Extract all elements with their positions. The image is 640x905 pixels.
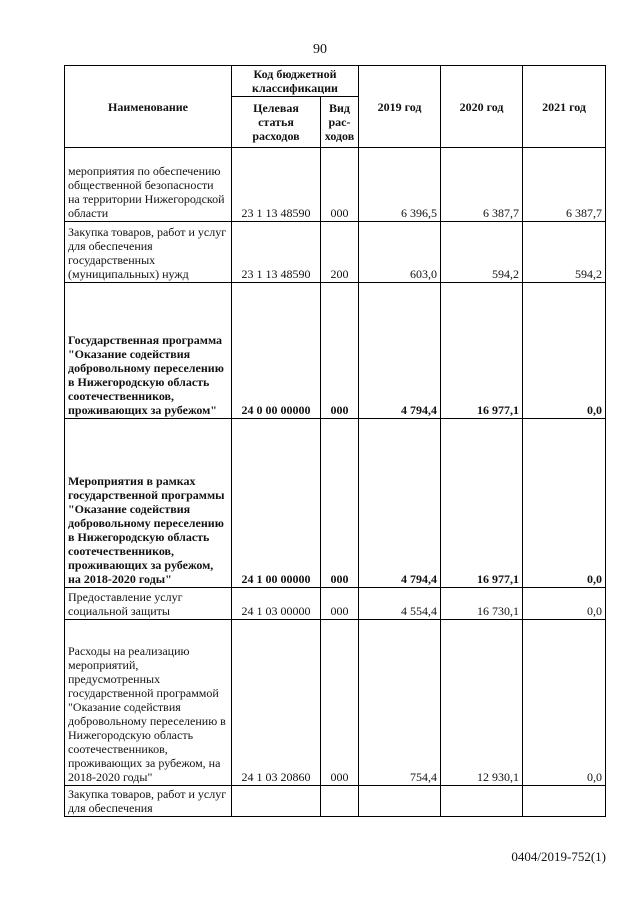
table-row xyxy=(65,283,606,419)
table-row xyxy=(65,620,606,786)
row-code: 23 1 13 48590 xyxy=(232,148,321,222)
row-2020: 16 977,1 xyxy=(441,283,523,419)
page-number: 90 xyxy=(313,42,327,57)
row-2020: 594,2 xyxy=(441,222,523,283)
row-2021: 0,0 xyxy=(523,419,606,588)
header-name: Наименование xyxy=(65,66,232,148)
row-name: Закупка товаров, работ и услуг для обеспечения xyxy=(65,786,232,817)
row-2019: 6 396,5 xyxy=(359,148,441,222)
header-2019: 2019 год xyxy=(359,66,441,148)
table-row xyxy=(65,588,606,620)
row-kind: 200 xyxy=(321,222,359,283)
header-code-group: Код бюджетной классификации xyxy=(232,66,359,97)
row-2020 xyxy=(441,786,523,817)
row-name: Мероприятия в рамках государственной программы "Оказание содействия добровольному переселению в Нижегородскую область соотечественников, проживающих за рубежом, на 2018-2020 годы" xyxy=(65,419,232,588)
row-code: 23 1 13 48590 xyxy=(232,222,321,283)
row-code xyxy=(232,786,321,817)
table-row xyxy=(65,419,606,588)
row-2019: 4 794,4 xyxy=(359,283,441,419)
header-2021: 2021 год xyxy=(523,66,606,148)
row-2020: 12 930,1 xyxy=(441,620,523,786)
row-name: мероприятия по обеспечению общественной безопасности на территории Нижегородской области xyxy=(65,148,232,222)
header-target: Целевая статья расходов xyxy=(232,97,321,148)
row-2019: 4 554,4 xyxy=(359,588,441,620)
row-name: Государственная программа "Оказание содействия добровольному переселению в Нижегородскую область соотечественников, проживающих за рубежом" xyxy=(65,283,232,419)
budget-table xyxy=(64,65,606,817)
row-2019: 4 794,4 xyxy=(359,419,441,588)
row-2021: 0,0 xyxy=(523,588,606,620)
row-2020: 6 387,7 xyxy=(441,148,523,222)
table-row xyxy=(65,786,606,817)
table-row xyxy=(65,222,606,283)
row-2019 xyxy=(359,786,441,817)
header-2020: 2020 год xyxy=(441,66,523,148)
row-2021: 0,0 xyxy=(523,620,606,786)
row-2021: 6 387,7 xyxy=(523,148,606,222)
row-code: 24 1 03 00000 xyxy=(232,588,321,620)
table-row xyxy=(65,148,606,222)
row-name: Расходы на реализацию мероприятий, предусмотренных государственной программой "Оказание содействия добровольному переселению в Нижегородскую область соотечественников, проживающих за рубежом, на 2018-2020 годы" xyxy=(65,620,232,786)
row-name: Закупка товаров, работ и услуг для обеспечения государственных (муниципальных) нужд xyxy=(65,222,232,283)
row-name: Предоставление услуг социальной защиты xyxy=(65,588,232,620)
row-2019: 603,0 xyxy=(359,222,441,283)
document-code: 0404/2019-752(1) xyxy=(511,849,606,864)
row-kind: 000 xyxy=(321,620,359,786)
header-kind: Вид рас- ходов xyxy=(321,97,359,148)
row-code: 24 1 03 20860 xyxy=(232,620,321,786)
row-kind: 000 xyxy=(321,148,359,222)
row-2021 xyxy=(523,786,606,817)
row-kind xyxy=(321,786,359,817)
row-2021: 594,2 xyxy=(523,222,606,283)
row-kind: 000 xyxy=(321,283,359,419)
row-2020: 16 977,1 xyxy=(441,419,523,588)
row-code: 24 0 00 00000 xyxy=(232,283,321,419)
row-kind: 000 xyxy=(321,588,359,620)
row-2019: 754,4 xyxy=(359,620,441,786)
row-code: 24 1 00 00000 xyxy=(232,419,321,588)
row-kind: 000 xyxy=(321,419,359,588)
row-2020: 16 730,1 xyxy=(441,588,523,620)
row-2021: 0,0 xyxy=(523,283,606,419)
